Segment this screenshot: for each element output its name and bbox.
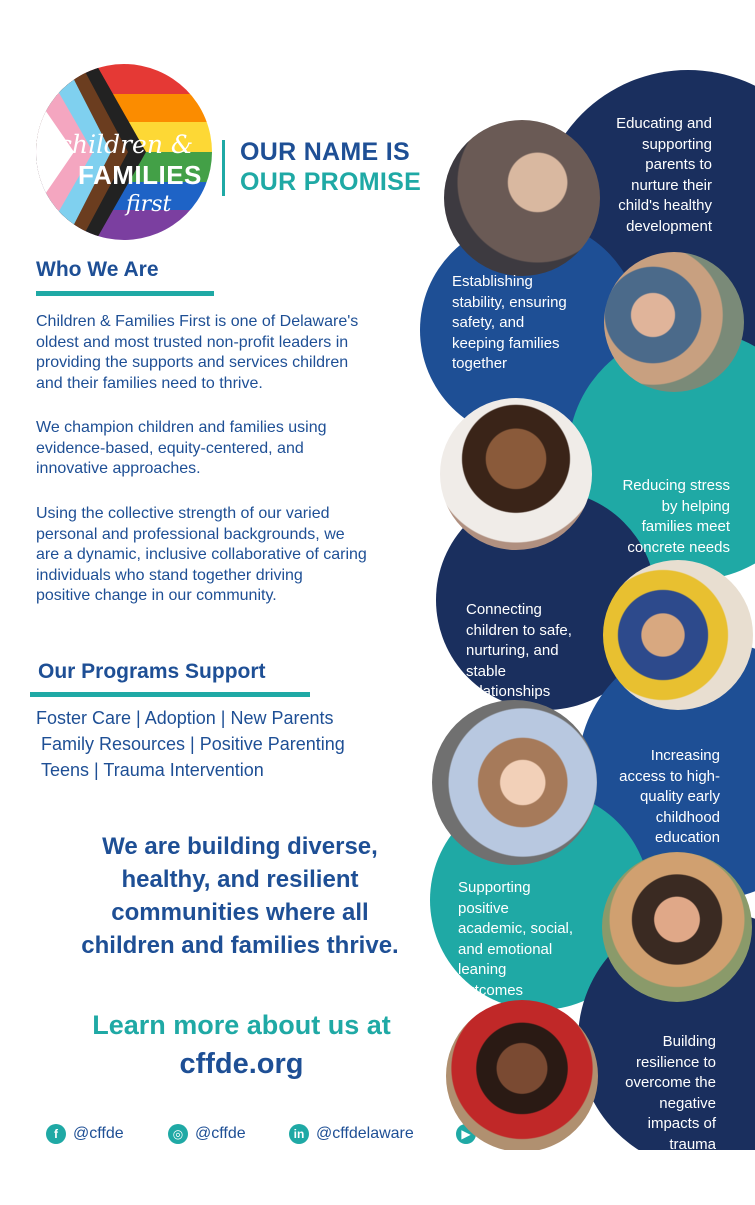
programs-underline: [30, 692, 310, 697]
pillar-text-3: Reducing stress by helping families meet concrete needs: [622, 477, 730, 556]
logo: [36, 64, 212, 240]
photo-mother-son: [446, 1000, 598, 1150]
photo-family-of-three: [432, 700, 597, 865]
who-paragraph-1: Children & Families First is one of Delaware's oldest and most trusted non-profit leaders in providing the supports and services children and their families need to thrive.: [36, 313, 359, 392]
instagram-icon: ◎: [168, 1124, 188, 1144]
photo-mother-child: [444, 120, 600, 276]
logo-line2: FAMILIES: [78, 160, 202, 190]
programs-line1: Foster Care | Adoption | New Parents: [36, 708, 334, 728]
website-link[interactable]: cffde.org: [179, 1048, 304, 1080]
youtube-icon: ▶: [456, 1124, 476, 1144]
pillars-column: [418, 60, 755, 1150]
who-underline: [36, 291, 214, 296]
learn-more-text: Learn more about us at: [92, 1010, 391, 1040]
facebook-icon: f: [46, 1124, 66, 1144]
photo-children-painting: [603, 560, 753, 710]
photo-parents-baby: [604, 252, 744, 392]
logo-line3: first: [126, 192, 172, 217]
tagline: We are building diverse, healthy, and resilient communities where all children and families thrive.: [81, 833, 399, 959]
programs-line2: Family Resources | Positive Parenting: [41, 734, 345, 754]
divider: [222, 140, 225, 196]
programs-heading: Our Programs Support: [38, 660, 266, 683]
who-paragraph-2: We champion children and families using evidence-based, equity-centered, and innovative approaches.: [36, 419, 327, 477]
pillar-text-7: Building resilience to overcome the negative impacts of trauma: [625, 1033, 716, 1150]
social-linkedin[interactable]: in @cffdelaware: [289, 1124, 414, 1144]
promise-line2: OUR PROMISE: [240, 168, 422, 196]
promise-line1: OUR NAME IS: [240, 138, 410, 166]
pillar-text-5: Increasing access to high- quality early childhood education: [619, 747, 720, 847]
who-heading: Who We Are: [36, 258, 159, 281]
pillar-text-6: Supporting positive academic, social, and emotional leaning outcomes: [458, 879, 574, 999]
social-facebook[interactable]: f @cffde: [46, 1124, 124, 1144]
photo-three-women: [602, 852, 752, 1002]
linkedin-icon: in: [289, 1124, 309, 1144]
pillar-text-1: Educating and supporting parents to nurture their child's healthy development: [616, 115, 712, 235]
pillar-text-4: Connecting children to safe, nurturing, and stable relationships: [466, 601, 572, 701]
photo-smiling-girl: [440, 398, 592, 550]
who-paragraph-3: Using the collective strength of our varied personal and professional backgrounds, we are a dynamic, inclusive collaborative of caring individuals who stand together driving positive change in our community.: [36, 505, 367, 604]
pillar-text-2: Establishing stability, ensuring safety, and keeping families together: [452, 273, 567, 373]
logo-line1: children &: [58, 130, 194, 159]
programs-line3: Teens | Trauma Intervention: [41, 760, 264, 780]
social-instagram[interactable]: ◎ @cffde: [168, 1124, 246, 1144]
